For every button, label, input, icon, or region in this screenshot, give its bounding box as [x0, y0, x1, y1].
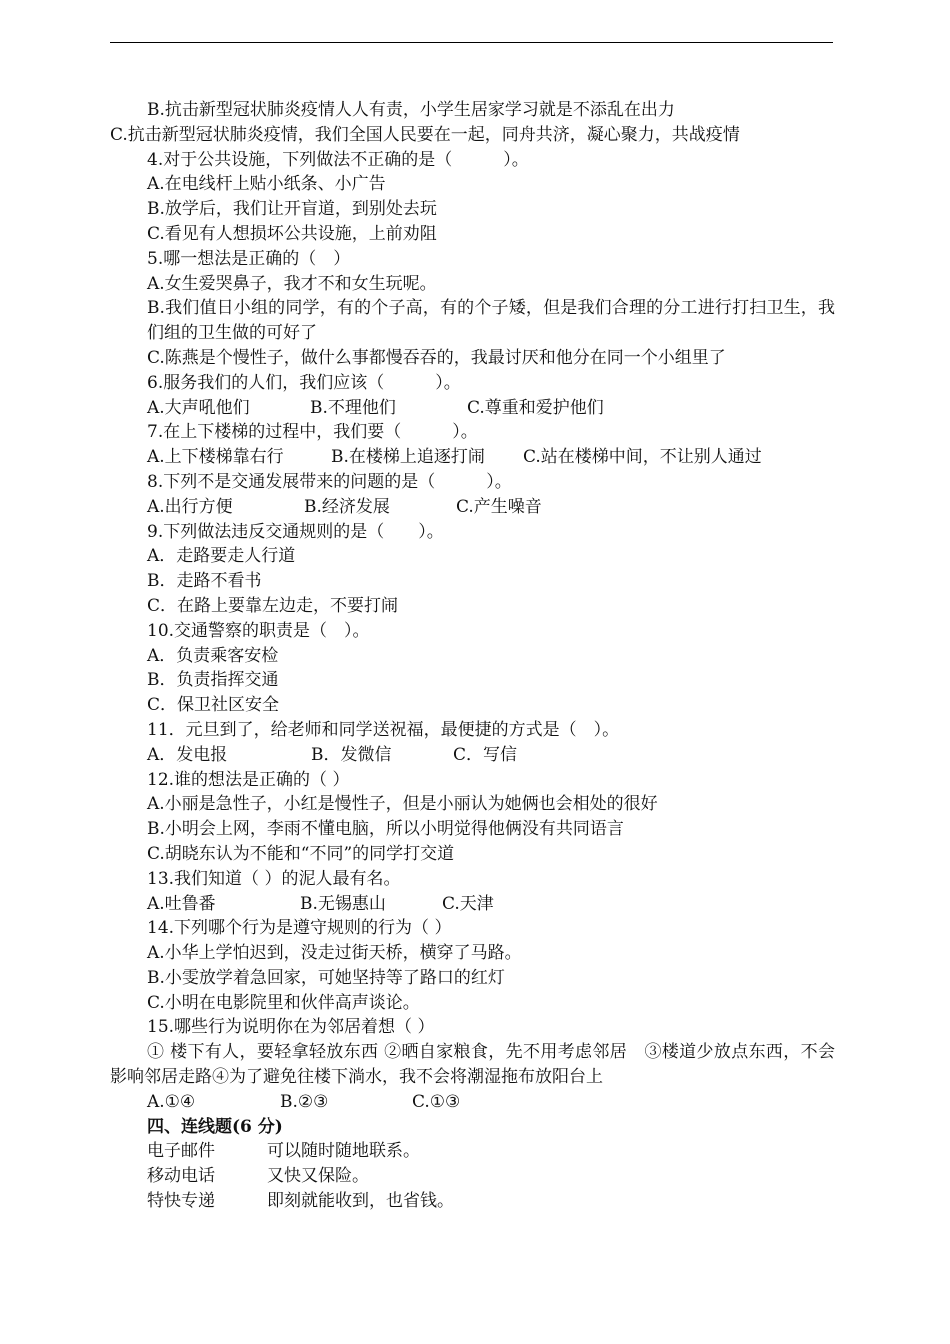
question-14: 14.下列哪个行为是遵守规则的行为（ ）: [147, 918, 452, 939]
question-13: 13.我们知道（ ）的泥人最有名。: [147, 868, 401, 889]
header-rule: [110, 42, 833, 43]
option-c: C.产生噪音: [456, 496, 542, 517]
question-9-option-b: B．走路不看书: [147, 571, 262, 592]
option-b: B.经济发展: [304, 496, 390, 517]
question-4: 4.对于公共设施，下列做法不正确的是（ ）。: [147, 149, 529, 170]
option-b: B.无锡惠山: [300, 893, 386, 914]
option-a: A.出行方便: [147, 496, 233, 517]
matching-left-item: 特快专递: [147, 1191, 215, 1212]
question-14-option-b: B.小雯放学着急回家，可她坚持等了路口的红灯: [147, 967, 505, 988]
question-10-option-b: B．负责指挥交通: [147, 670, 279, 691]
question-13-options: [110, 892, 835, 917]
matching-left-item: 移动电话: [147, 1166, 215, 1187]
question-4-option-c: C.看见有人想损坏公共设施，上前劝阻: [147, 223, 437, 244]
question-11: 11．元旦到了，给老师和同学送祝福，最便捷的方式是（ ）。: [147, 719, 620, 740]
question-12-option-a: A.小丽是急性子，小红是慢性子，但是小丽认为她俩也会相处的很好: [147, 794, 658, 815]
option-a: A．发电报: [147, 744, 228, 765]
question-9-option-c: C．在路上要靠左边走，不要打闹: [147, 595, 399, 616]
question-6-options: [110, 396, 835, 421]
option-b: B.②③: [280, 1091, 329, 1112]
question-11-options: [110, 743, 835, 768]
question-8-options: [110, 495, 835, 520]
matching-left-item: 电子邮件: [147, 1141, 215, 1162]
question-15: 15.哪些行为说明你在为邻居着想（ ）: [147, 1017, 435, 1038]
option-a: A.吐鲁番: [147, 893, 216, 914]
question-8: 8.下列不是交通发展带来的问题的是（ ）。: [147, 471, 512, 492]
question-15-options: [110, 1090, 835, 1115]
question-5: 5.哪一想法是正确的（ ）: [147, 248, 351, 269]
matching-right-item: 又快又保险。: [267, 1166, 369, 1187]
question-3-option-b: B.抗击新型冠状肺炎疫情人人有责，小学生居家学习就是不添乱在出力: [147, 100, 675, 120]
question-15-statements: ① 楼下有人，要轻拿轻放东西 ②晒自家粮食，先不用考虑邻居 ③楼道少放点东西，不会影响邻居走路④为了避免往楼下淌水，我不会将潮湿拖布放阳台上: [110, 1042, 835, 1088]
question-9-option-a: A．走路要走人行道: [147, 546, 296, 567]
question-4-option-a: A.在电线杆上贴小纸条、小广告: [147, 174, 386, 195]
matching-right-item: 即刻就能收到，也省钱。: [267, 1191, 454, 1212]
question-3-option-c: C.抗击新型冠状肺炎疫情，我们全国人民要在一起，同舟共济，凝心聚力，共战疫情: [110, 124, 740, 145]
option-c: C.站在楼梯中间，不让别人通过: [523, 447, 762, 468]
question-10-option-a: A．负责乘客安检: [147, 645, 279, 666]
option-c: C.①③: [412, 1091, 461, 1112]
option-c: C．写信: [453, 744, 518, 765]
option-a: A.大声吼他们: [147, 397, 250, 418]
section-4-title: 四、连线题(6 分): [147, 1116, 283, 1137]
matching-row: [110, 1189, 835, 1214]
question-7: 7.在上下楼梯的过程中，我们要（ ）。: [147, 422, 478, 443]
question-14-option-a: A.小华上学怕迟到，没走过街天桥，横穿了马路。: [147, 943, 522, 964]
question-10-option-c: C．保卫社区安全: [147, 695, 280, 716]
question-12-option-c: C.胡晓东认为不能和“不同”的同学打交道: [147, 843, 455, 864]
question-4-option-b: B.放学后，我们让开盲道，到别处去玩: [147, 199, 437, 220]
question-6: 6.服务我们的人们，我们应该（ ）。: [147, 372, 461, 393]
option-a: A.上下楼梯靠右行: [147, 447, 284, 468]
option-b: B.在楼梯上追逐打闹: [331, 447, 485, 468]
option-c: C.尊重和爱护他们: [467, 397, 604, 418]
matching-row: [110, 1139, 835, 1164]
question-5-option-c: C.陈燕是个慢性子，做什么事都慢吞吞的，我最讨厌和他分在同一个小组里了: [147, 347, 726, 368]
question-7-options: [110, 445, 835, 470]
matching-row: [110, 1164, 835, 1189]
question-10: 10.交通警察的职责是（ ）。: [147, 620, 370, 641]
matching-right-item: 可以随时随地联系。: [267, 1141, 420, 1162]
exam-content: [110, 98, 835, 1214]
option-a: A.①④: [147, 1091, 196, 1112]
question-12: 12.谁的想法是正确的（ ）: [147, 769, 350, 790]
question-14-option-c: C.小明在电影院里和伙伴高声谈论。: [147, 992, 420, 1013]
option-b: B.不理他们: [310, 397, 396, 418]
option-c: C.天津: [442, 893, 494, 914]
question-9: 9.下列做法违反交通规则的是（ ）。: [147, 521, 444, 542]
question-12-option-b: B.小明会上网，李雨不懂电脑，所以小明觉得他俩没有共同语言: [147, 819, 624, 840]
option-b: B．发微信: [311, 744, 392, 765]
question-5-option-a: A.女生爱哭鼻子，我才不和女生玩呢。: [147, 273, 437, 294]
question-5-option-b: B.我们值日小组的同学，有的个子高，有的个子矮，但是我们合理的分工进行打扫卫生，我们组的卫生做的可好了: [147, 298, 835, 344]
